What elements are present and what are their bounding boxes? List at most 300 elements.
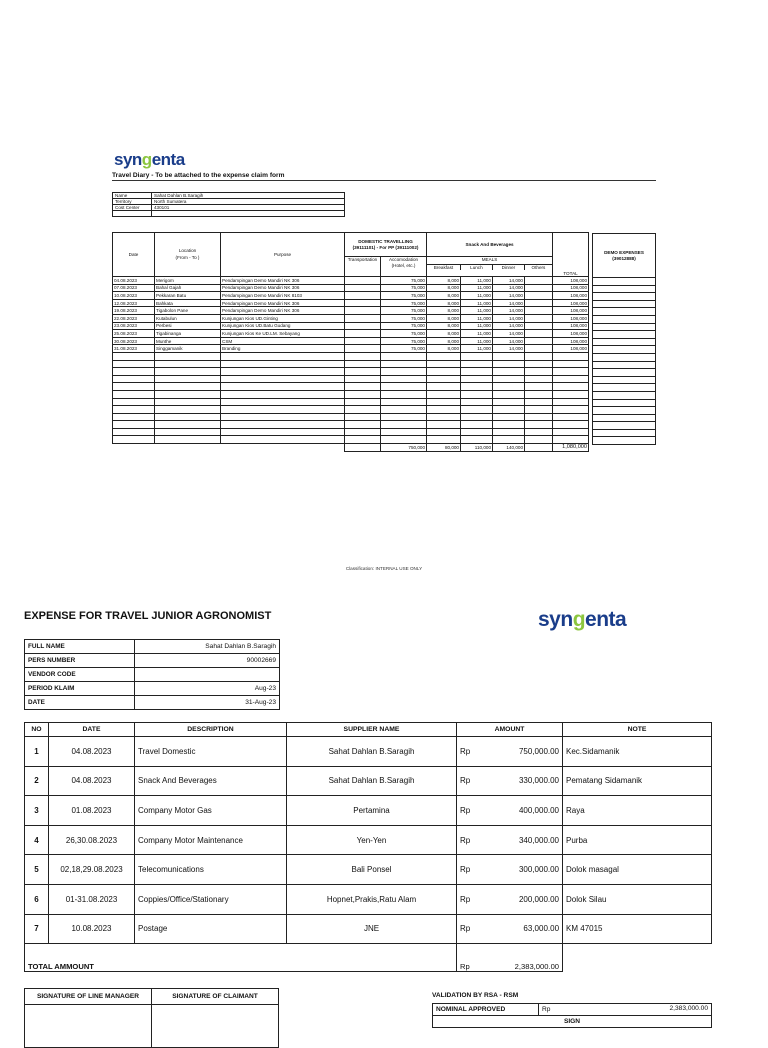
diary-transport-cell xyxy=(345,337,381,345)
diary-others-cell xyxy=(525,406,553,414)
diary-location-cell: Merigom xyxy=(155,277,221,285)
diary-lunch-cell: 11,000 xyxy=(461,314,493,322)
diary-purpose-cell: Branding xyxy=(221,345,345,353)
diary-info-row xyxy=(113,211,345,217)
expense-field-row xyxy=(25,696,280,710)
diary-purpose-cell xyxy=(221,413,345,421)
diary-row xyxy=(113,299,589,307)
diary-accom-cell xyxy=(381,390,427,398)
diary-location-cell xyxy=(155,383,221,391)
diary-date-cell xyxy=(113,352,155,360)
diary-lunch-cell: 11,000 xyxy=(461,292,493,300)
diary-info-label: Name xyxy=(113,193,152,199)
diary-total-cell xyxy=(553,360,589,368)
diary-total-cell: 108,000 xyxy=(553,284,589,292)
diary-location-cell xyxy=(155,375,221,383)
col-supplier: SUPPLIER NAME xyxy=(287,723,457,737)
expense-total-amount: 2,383,000.00 xyxy=(481,944,563,972)
demo-cell xyxy=(593,429,656,437)
col-meals-sub xyxy=(427,265,552,270)
col-dinner-label: Dinner xyxy=(493,265,525,270)
expense-amount-cell: 340,000.00 xyxy=(481,825,563,855)
diary-others-cell xyxy=(525,436,553,444)
diary-transport-cell xyxy=(345,383,381,391)
demo-row xyxy=(593,376,656,384)
col-no: NO xyxy=(25,723,49,737)
diary-transport-cell xyxy=(345,421,381,429)
diary-purpose-cell xyxy=(221,436,345,444)
col-accom xyxy=(381,257,427,277)
expense-supplier-cell: Yen-Yen xyxy=(287,825,457,855)
diary-dinner-cell: 14,000 xyxy=(493,284,525,292)
demo-cell xyxy=(593,384,656,392)
diary-total-cell: 108,000 xyxy=(553,314,589,322)
expense-desc-cell: Company Motor Maintenance xyxy=(135,825,287,855)
diary-others-cell xyxy=(525,314,553,322)
col-domestic-label: DOMESTIC TRAVELLING xyxy=(358,239,413,244)
col-description: DESCRIPTION xyxy=(135,723,287,737)
diary-purpose-cell xyxy=(221,406,345,414)
diary-date-cell: 12.08.2023 xyxy=(113,299,155,307)
diary-total-cell xyxy=(553,390,589,398)
diary-total-accom: 750,000 xyxy=(381,444,427,452)
diary-total-lunch: 110,000 xyxy=(461,444,493,452)
diary-info-value: 430101 xyxy=(152,205,345,211)
diary-accom-cell: 75,000 xyxy=(381,314,427,322)
diary-lunch-cell: 11,000 xyxy=(461,307,493,315)
diary-transport-cell xyxy=(345,375,381,383)
diary-date-cell xyxy=(113,398,155,406)
diary-transport-cell xyxy=(345,314,381,322)
diary-others-cell xyxy=(525,322,553,330)
diary-total-cell: 108,000 xyxy=(553,307,589,315)
diary-accom-cell xyxy=(381,368,427,376)
diary-total-cell xyxy=(553,352,589,360)
diary-info-value: Sahat Dahlan B.Saragih xyxy=(152,193,345,199)
col-date xyxy=(113,233,155,277)
diary-date-cell: 10.08.2023 xyxy=(113,292,155,300)
diary-others-cell xyxy=(525,360,553,368)
expense-currency-cell: Rp xyxy=(457,825,481,855)
diary-row xyxy=(113,428,589,436)
diary-dinner-cell: 14,000 xyxy=(493,314,525,322)
expense-date-cell: 26,30.08.2023 xyxy=(49,825,135,855)
expense-field-row xyxy=(25,682,280,696)
diary-transport-cell xyxy=(345,436,381,444)
diary-purpose-cell: Pendampingan Demo Mandiri NK 306 xyxy=(221,299,345,307)
diary-table xyxy=(112,232,589,452)
diary-info-label: Territory xyxy=(113,199,152,205)
diary-dinner-cell: 14,000 xyxy=(493,330,525,338)
diary-location-cell xyxy=(155,428,221,436)
expense-field-label: DATE xyxy=(25,696,135,710)
col-amount: AMOUNT xyxy=(457,723,563,737)
demo-cell xyxy=(593,315,656,323)
diary-breakfast-cell xyxy=(427,428,461,436)
demo-totals-row xyxy=(593,445,656,452)
demo-row xyxy=(593,278,656,286)
demo-cell xyxy=(593,353,656,361)
diary-dinner-cell xyxy=(493,368,525,376)
col-demo-sub: (39012888) xyxy=(612,255,636,261)
diary-total-cell xyxy=(553,421,589,429)
diary-row xyxy=(113,345,589,353)
diary-breakfast-cell: 8,000 xyxy=(427,307,461,315)
diary-row xyxy=(113,322,589,330)
expense-amount-cell: 300,000.00 xyxy=(481,855,563,885)
diary-accom-cell: 75,000 xyxy=(381,337,427,345)
nominal-label: NOMINAL APPROVED xyxy=(433,1004,539,1016)
diary-lunch-cell xyxy=(461,383,493,391)
demo-cell xyxy=(593,407,656,415)
validation-table xyxy=(432,1003,712,1028)
diary-dinner-cell xyxy=(493,421,525,429)
diary-total-cell xyxy=(553,428,589,436)
demo-row xyxy=(593,361,656,369)
col-snack-label: Snack And Beverages xyxy=(465,242,514,247)
demo-cell xyxy=(593,308,656,316)
diary-dinner-cell: 14,000 xyxy=(493,337,525,345)
diary-breakfast-cell xyxy=(427,406,461,414)
diary-lunch-cell: 11,000 xyxy=(461,277,493,285)
diary-row xyxy=(113,307,589,315)
expense-no-cell: 3 xyxy=(25,796,49,826)
expense-field-row xyxy=(25,654,280,668)
diary-total-dinner: 140,000 xyxy=(493,444,525,452)
diary-dinner-cell xyxy=(493,383,525,391)
expense-desc-cell: Snack And Beverages xyxy=(135,766,287,796)
diary-accom-cell xyxy=(381,375,427,383)
diary-dinner-cell xyxy=(493,352,525,360)
diary-date-cell xyxy=(113,428,155,436)
diary-date-cell xyxy=(113,413,155,421)
diary-lunch-cell xyxy=(461,375,493,383)
diary-transport-cell xyxy=(345,390,381,398)
diary-others-cell xyxy=(525,413,553,421)
expense-note-cell: Pematang Sidamanik xyxy=(563,766,712,796)
demo-row xyxy=(593,422,656,430)
demo-cell xyxy=(593,414,656,422)
diary-title: Travel Diary - To be attached to the expense claim form xyxy=(112,172,285,179)
diary-lunch-cell xyxy=(461,398,493,406)
expense-currency-cell: Rp xyxy=(457,766,481,796)
diary-row xyxy=(113,406,589,414)
diary-location-cell: Singgamanik xyxy=(155,345,221,353)
demo-cell xyxy=(593,369,656,377)
diary-row xyxy=(113,292,589,300)
sig-claimant: SIGNATURE OF CLAIMANT xyxy=(152,989,279,1005)
diary-date-cell: 23.08.2023 xyxy=(113,322,155,330)
demo-row xyxy=(593,353,656,361)
diary-info-value: North Sumatera xyxy=(152,199,345,205)
diary-total-cell xyxy=(553,375,589,383)
expense-amount-cell: 330,000.00 xyxy=(481,766,563,796)
expense-field-label: PERIOD KLAIM xyxy=(25,682,135,696)
diary-accom-cell: 75,000 xyxy=(381,284,427,292)
diary-location-cell: Tigabolon Pane xyxy=(155,307,221,315)
expense-amount-cell: 200,000.00 xyxy=(481,884,563,914)
demo-cell xyxy=(593,293,656,301)
diary-dinner-cell xyxy=(493,398,525,406)
col-domestic xyxy=(345,233,427,257)
diary-others-cell xyxy=(525,277,553,285)
expense-no-cell: 6 xyxy=(25,884,49,914)
expense-syngenta-logo xyxy=(538,608,626,632)
col-breakfast-label: Breakfast xyxy=(427,265,461,270)
expense-supplier-cell: Sahat Dahlan B.Saragih xyxy=(287,737,457,767)
expense-date-cell: 04.08.2023 xyxy=(49,737,135,767)
diary-total-cell: 108,000 xyxy=(553,299,589,307)
expense-field-label: VENDOR CODE xyxy=(25,668,135,682)
expense-no-cell: 7 xyxy=(25,914,49,944)
col-total xyxy=(553,257,589,277)
expense-field-value: Sahat Dahlan B.Saragih xyxy=(135,640,280,654)
diary-purpose-cell: Kunjungan Kios Ke UD.LM. Sebayang xyxy=(221,330,345,338)
diary-location-cell xyxy=(155,352,221,360)
diary-dinner-cell xyxy=(493,413,525,421)
diary-info-value xyxy=(152,211,345,217)
diary-dinner-cell: 14,000 xyxy=(493,345,525,353)
expense-row xyxy=(25,825,712,855)
demo-cell xyxy=(593,376,656,384)
col-transport xyxy=(345,257,381,277)
diary-date-cell: 22.08.2023 xyxy=(113,314,155,322)
diary-date-cell: 07.08.2023 xyxy=(113,284,155,292)
demo-cell xyxy=(593,399,656,407)
diary-purpose-cell xyxy=(221,390,345,398)
diary-transport-cell xyxy=(345,299,381,307)
diary-transport-cell xyxy=(345,284,381,292)
diary-date-cell: 30.08.2023 xyxy=(113,337,155,345)
diary-location-cell: Tigabinanga xyxy=(155,330,221,338)
demo-row xyxy=(593,293,656,301)
logo-part: syn xyxy=(114,150,142,169)
diary-accom-cell: 75,000 xyxy=(381,330,427,338)
demo-cell xyxy=(593,285,656,293)
diary-accom-cell xyxy=(381,421,427,429)
demo-row xyxy=(593,384,656,392)
col-demo-label: DEMO EXPENSES xyxy=(604,249,644,255)
diary-breakfast-cell: 8,000 xyxy=(427,337,461,345)
diary-transport-cell xyxy=(345,330,381,338)
expense-desc-cell: Postage xyxy=(135,914,287,944)
expense-desc-cell: Travel Domestic xyxy=(135,737,287,767)
diary-breakfast-cell xyxy=(427,368,461,376)
diary-accom-cell xyxy=(381,436,427,444)
demo-cell xyxy=(593,323,656,331)
diary-row xyxy=(113,360,589,368)
col-meals-label: MEALS xyxy=(427,257,552,265)
diary-row xyxy=(113,277,589,285)
diary-others-cell xyxy=(525,421,553,429)
expense-date-cell: 01.08.2023 xyxy=(49,796,135,826)
expense-desc-cell: Telecomunications xyxy=(135,855,287,885)
diary-others-cell xyxy=(525,337,553,345)
diary-transport-cell xyxy=(345,413,381,421)
col-location-label: Location xyxy=(178,248,197,254)
demo-row xyxy=(593,338,656,346)
diary-transport-cell xyxy=(345,277,381,285)
expense-fields-table xyxy=(24,639,280,710)
col-others-label: Others xyxy=(531,265,546,270)
diary-breakfast-cell: 8,000 xyxy=(427,345,461,353)
expense-desc-cell: Coppies/Office/Stationary xyxy=(135,884,287,914)
diary-row xyxy=(113,383,589,391)
sig-line-manager-box[interactable] xyxy=(25,1005,152,1048)
diary-transport-cell xyxy=(345,368,381,376)
expense-currency-cell: Rp xyxy=(457,796,481,826)
col-snack xyxy=(427,233,553,257)
diary-row xyxy=(113,375,589,383)
expense-field-value: 90002669 xyxy=(135,654,280,668)
expense-currency-cell: Rp xyxy=(457,737,481,767)
diary-purpose-cell: Pendampingan Demo Mandiri NK 306 xyxy=(221,277,345,285)
demo-cell xyxy=(593,391,656,399)
demo-row xyxy=(593,429,656,437)
diary-syngenta-logo xyxy=(114,150,185,170)
expense-date-cell: 04.08.2023 xyxy=(49,766,135,796)
demo-row xyxy=(593,346,656,354)
diary-title-rule xyxy=(112,180,656,181)
diary-breakfast-cell xyxy=(427,436,461,444)
diary-others-cell xyxy=(525,428,553,436)
diary-total-cell: 108,000 xyxy=(553,277,589,285)
expense-note-cell: Raya xyxy=(563,796,712,826)
diary-breakfast-cell: 8,000 xyxy=(427,277,461,285)
diary-others-cell xyxy=(525,284,553,292)
diary-date-cell xyxy=(113,390,155,398)
diary-date-cell xyxy=(113,421,155,429)
demo-cell xyxy=(593,422,656,430)
nominal-amount: 2,383,000.00 xyxy=(669,1005,708,1012)
diary-purpose-cell xyxy=(221,421,345,429)
diary-row xyxy=(113,337,589,345)
diary-purpose-cell: Pendampingan Demo Mandiri NK 8103 xyxy=(221,292,345,300)
diary-lunch-cell: 11,000 xyxy=(461,284,493,292)
expense-row xyxy=(25,766,712,796)
expense-amount-cell: 400,000.00 xyxy=(481,796,563,826)
diary-purpose-cell: Kunjungan Kios UD.Ginting xyxy=(221,314,345,322)
diary-dinner-cell: 14,000 xyxy=(493,292,525,300)
diary-others-cell xyxy=(525,292,553,300)
diary-date-cell xyxy=(113,383,155,391)
diary-others-cell xyxy=(525,383,553,391)
expense-row xyxy=(25,737,712,767)
expense-no-cell: 4 xyxy=(25,825,49,855)
diary-location-cell xyxy=(155,390,221,398)
diary-location-cell xyxy=(155,368,221,376)
expense-note-cell: Purba xyxy=(563,825,712,855)
diary-lunch-cell: 11,000 xyxy=(461,322,493,330)
expense-amount-cell: 750,000.00 xyxy=(481,737,563,767)
diary-location-cell xyxy=(155,421,221,429)
diary-total-total: 1,080,000 xyxy=(553,444,589,452)
diary-accom-cell xyxy=(381,360,427,368)
diary-others-cell xyxy=(525,299,553,307)
diary-purpose-cell xyxy=(221,383,345,391)
expense-no-cell: 5 xyxy=(25,855,49,885)
expense-field-value: Aug-23 xyxy=(135,682,280,696)
demo-cell xyxy=(593,278,656,286)
expense-note-cell: Dolok Silau xyxy=(563,884,712,914)
diary-accom-cell: 75,000 xyxy=(381,299,427,307)
diary-transport-cell xyxy=(345,307,381,315)
diary-purpose-cell: Kunjungan Kios UD.Batu Gudang xyxy=(221,322,345,330)
diary-transport-cell xyxy=(345,428,381,436)
expense-desc-cell: Company Motor Gas xyxy=(135,796,287,826)
sig-line-manager: SIGNATURE OF LINE MANAGER xyxy=(25,989,152,1005)
demo-row xyxy=(593,391,656,399)
diary-location-cell: Bahkata xyxy=(155,299,221,307)
diary-breakfast-cell: 8,000 xyxy=(427,299,461,307)
diary-total-empty xyxy=(155,444,221,452)
expense-field-row xyxy=(25,640,280,654)
diary-lunch-cell xyxy=(461,368,493,376)
diary-date-cell xyxy=(113,375,155,383)
diary-accom-cell xyxy=(381,413,427,421)
diary-lunch-cell: 11,000 xyxy=(461,337,493,345)
sig-claimant-box[interactable] xyxy=(152,1005,279,1048)
diary-totals-row xyxy=(113,444,589,452)
col-purpose-label: Purpose xyxy=(273,252,292,257)
classification-label: Classification: INTERNAL USE ONLY xyxy=(345,566,423,571)
diary-total-cell xyxy=(553,436,589,444)
logo-part-accent: g xyxy=(572,608,586,631)
expense-no-cell: 1 xyxy=(25,737,49,767)
diary-row xyxy=(113,330,589,338)
demo-row xyxy=(593,437,656,445)
logo-part-accent: g xyxy=(141,150,152,169)
expense-supplier-cell: Hopnet,Prakis,Ratu Alam xyxy=(287,884,457,914)
expense-items-table xyxy=(24,722,712,972)
diary-total-cell: 108,000 xyxy=(553,292,589,300)
diary-breakfast-cell xyxy=(427,413,461,421)
diary-total-empty xyxy=(221,444,345,452)
diary-total-empty xyxy=(525,444,553,452)
diary-transport-cell xyxy=(345,352,381,360)
expense-note-cell: Dolok masagal xyxy=(563,855,712,885)
diary-date-cell: 04.08.2023 xyxy=(113,277,155,285)
validation-label: VALIDATION BY RSA - RSM xyxy=(432,992,519,999)
col-date: DATE xyxy=(49,723,135,737)
diary-purpose-cell xyxy=(221,368,345,376)
diary-accom-cell xyxy=(381,406,427,414)
diary-breakfast-cell: 8,000 xyxy=(427,292,461,300)
expense-field-value: 31-Aug-23 xyxy=(135,696,280,710)
diary-total-cell xyxy=(553,383,589,391)
expense-date-cell: 02,18,29.08.2023 xyxy=(49,855,135,885)
diary-location-cell xyxy=(155,436,221,444)
expense-row xyxy=(25,855,712,885)
demo-cell xyxy=(593,445,656,452)
diary-total-cell xyxy=(553,406,589,414)
expense-date-cell: 10.08.2023 xyxy=(49,914,135,944)
diary-row xyxy=(113,368,589,376)
diary-transport-cell xyxy=(345,322,381,330)
diary-purpose-cell: Pendampingan Demo Mandiri NK 306 xyxy=(221,284,345,292)
diary-location-cell: Munthe xyxy=(155,337,221,345)
expense-date-cell: 01-31.08.2023 xyxy=(49,884,135,914)
expense-currency-cell: Rp xyxy=(457,855,481,885)
expense-field-value xyxy=(135,668,280,682)
col-demo xyxy=(593,234,656,278)
diary-location-cell: Kutabulun xyxy=(155,314,221,322)
col-domestic-sub: (39111101) - For PP (39111002) xyxy=(352,244,419,250)
diary-row xyxy=(113,413,589,421)
diary-accom-cell: 75,000 xyxy=(381,277,427,285)
diary-date-cell: 19.08.2023 xyxy=(113,307,155,315)
diary-row xyxy=(113,390,589,398)
